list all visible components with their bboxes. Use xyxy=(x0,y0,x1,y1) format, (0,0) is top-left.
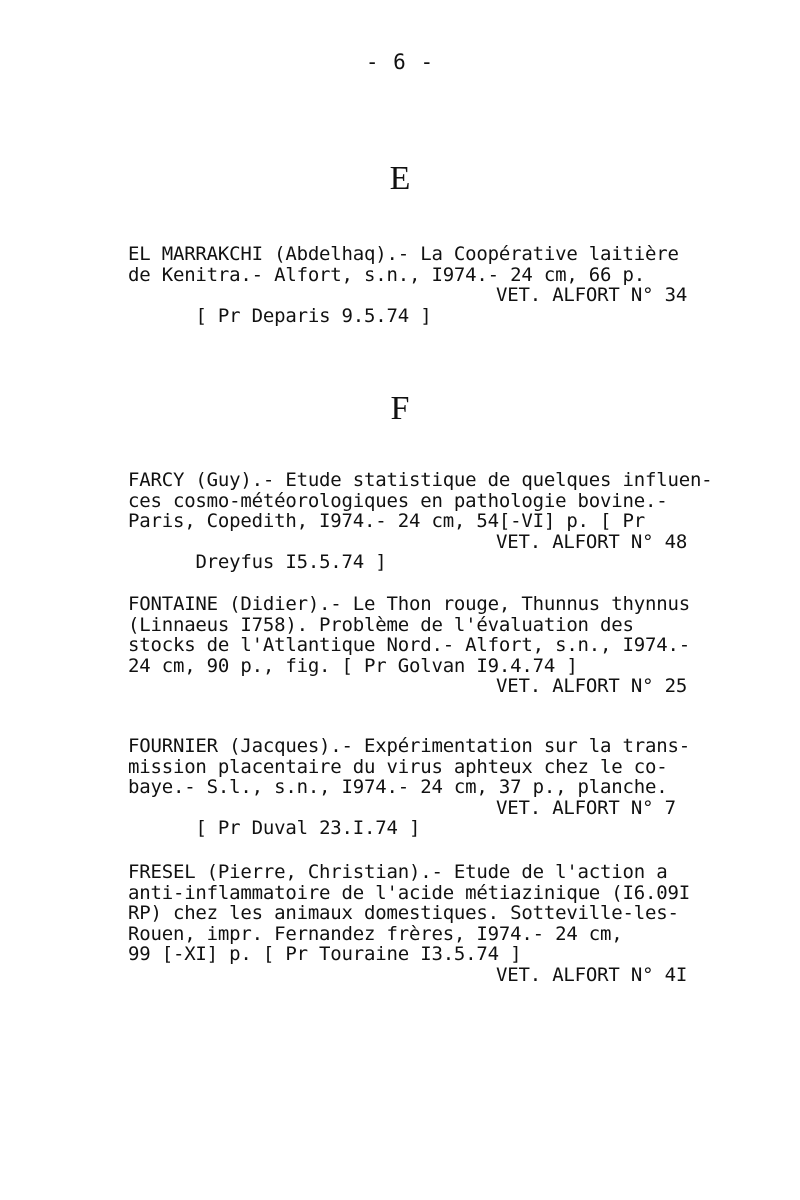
entry-line: baye.- S.l., s.n., I974.- 24 cm, 37 p., planche. xyxy=(128,776,668,798)
entry-line: 24 cm, 90 p., fig. [ Pr Golvan I9.4.74 ] xyxy=(128,654,578,677)
call-number: VET. ALFORT N° 4I xyxy=(496,963,688,986)
entry-line-text: [ Pr Duval 23.I.74 ] xyxy=(195,817,421,839)
bibliographic-entry-fresel xyxy=(128,862,688,985)
entry-line: FRESEL (Pierre, Christian).- Etude de l'action a xyxy=(128,861,668,883)
entry-line-text: [ Pr Deparis 9.5.74 ] xyxy=(195,304,432,327)
entry-line: FOURNIER (Jacques).- Expérimentation sur la trans- xyxy=(128,735,690,757)
call-number: VET. ALFORT N° 7 xyxy=(496,796,676,819)
entry-line: (Linnaeus I758). Problème de l'évaluation des xyxy=(128,613,634,636)
call-number: VET. ALFORT N° 48 xyxy=(496,530,688,553)
entry-line: FARCY (Guy).- Etude statistique de quelques influen- xyxy=(128,469,713,491)
call-number: VET. ALFORT N° 25 xyxy=(496,675,688,697)
call-number: VET. ALFORT N° 34 xyxy=(496,284,688,306)
page-number: - 6 - xyxy=(365,50,435,74)
entry-line: FONTAINE (Didier).- Le Thon rouge, Thunnus thynnus xyxy=(128,593,690,615)
section-letter-e: E xyxy=(389,160,411,197)
section-letter-f: F xyxy=(390,390,410,427)
entry-line: stocks de l'Atlantique Nord.- Alfort, s.n., I974.- xyxy=(128,634,690,656)
entry-line: mission placentaire du virus aphteux chez le co- xyxy=(128,755,668,778)
entry-line-text: Dreyfus I5.5.74 ] xyxy=(195,551,387,573)
entry-line: Rouen, impr. Fernandez frères, I974.- 24 cm, xyxy=(128,922,623,945)
bibliographic-entry-el-marrakchi xyxy=(128,243,688,327)
bibliographic-entry-farcy xyxy=(128,469,713,573)
entry-line: Paris, Copedith, I974.- 24 cm, 54[-VI] p. [ Pr xyxy=(128,510,645,532)
entry-line-last xyxy=(128,284,688,327)
entry-line: anti-inflammatoire de l'acide métiazinique (I6.09I xyxy=(128,881,690,904)
entry-line-last xyxy=(128,796,688,839)
entry-line: 99 [-XI] p. [ Pr Touraine I3.5.74 ] xyxy=(128,943,522,965)
entry-line: EL MARRAKCHI (Abdelhaq).- La Coopérative laitière xyxy=(128,243,679,265)
entry-line: de Kenitra.- Alfort, s.n., I974.- 24 cm, 66 p. xyxy=(128,263,645,286)
entry-line-cote xyxy=(128,965,688,986)
entry-line: ces cosmo-météorologiques en pathologie bovine.- xyxy=(128,489,668,512)
entry-line-last xyxy=(128,530,688,573)
bibliographic-entry-fournier xyxy=(128,735,690,839)
bibliographic-entry-fontaine xyxy=(128,594,688,697)
entry-line-cote xyxy=(128,676,688,697)
entry-line: RP) chez les animaux domestiques. Sotteville-les- xyxy=(128,902,679,924)
